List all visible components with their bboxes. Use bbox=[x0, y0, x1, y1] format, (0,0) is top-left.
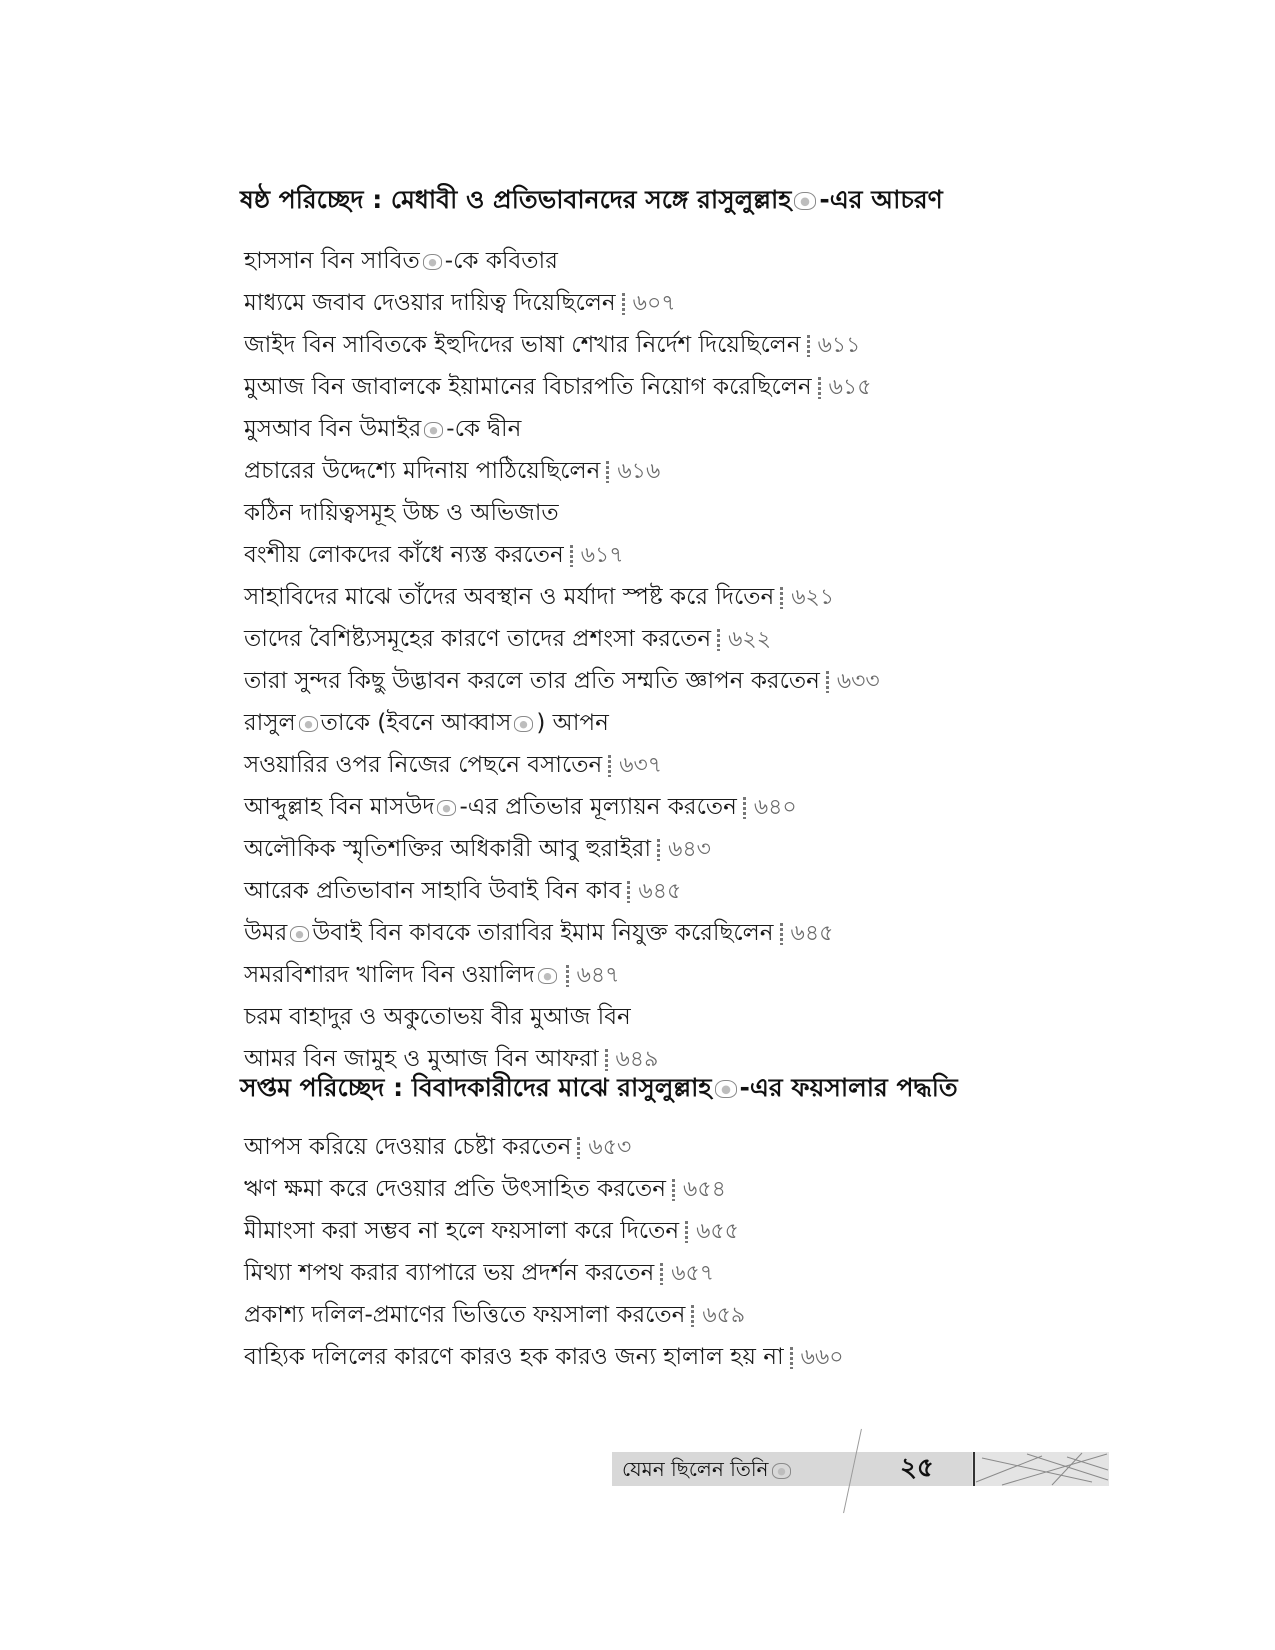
honorific-icon bbox=[715, 1080, 737, 1098]
page-ref: ৬৪৫ bbox=[790, 921, 834, 946]
page-ref: ৬৫৫ bbox=[696, 1219, 739, 1244]
toc-entry[interactable]: সাহাবিদের মাঝে তাঁদের অবস্থান ও মর্যাদা স্পষ্ট করে দিতেন ৬২১ bbox=[244, 584, 835, 610]
heading-text-suffix: -এর আচরণ bbox=[819, 185, 943, 214]
dotted-separator bbox=[660, 1263, 663, 1285]
toc-entry[interactable]: জাইদ বিন সাবিতকে ইহুদিদের ভাষা শেখার নির্দেশ দিয়েছিলেন ৬১১ bbox=[244, 332, 861, 358]
page-ref: ৬১৫ bbox=[828, 375, 872, 400]
page-ref: ৬৪৩ bbox=[668, 837, 711, 862]
toc-entry[interactable]: উমর উবাই বিন কাবকে তারাবির ইমাম নিযুক্ত করেছিলেন ৬৪৫ bbox=[244, 920, 834, 946]
toc-entry[interactable]: প্রকাশ্য দলিল-প্রমাণের ভিত্তিতে ফয়সালা করতেন ৬৫৯ bbox=[244, 1302, 746, 1328]
dotted-separator bbox=[657, 839, 660, 861]
page-ref: ৬৬০ bbox=[800, 1345, 844, 1370]
page-ref: ৬৪০ bbox=[753, 795, 797, 820]
toc-entry[interactable]: তাদের বৈশিষ্ট্যসমূহের কারণে তাদের প্রশংসা করতেন ৬২২ bbox=[244, 626, 772, 652]
toc-list-section-6 bbox=[244, 240, 1064, 1080]
toc-entry[interactable]: কঠিন দায়িত্বসমূহ উচ্চ ও অভিজাত bbox=[244, 500, 559, 526]
honorific-icon bbox=[794, 192, 816, 210]
page-ref: ৬০৭ bbox=[632, 291, 676, 316]
toc-entry[interactable]: সওয়ারির ওপর নিজের পেছনে বসাতেন ৬৩৭ bbox=[244, 752, 663, 778]
dotted-separator bbox=[608, 755, 611, 777]
toc-list-section-7 bbox=[244, 1126, 1064, 1378]
toc-entry[interactable]: মীমাংসা করা সম্ভব না হলে ফয়সালা করে দিতেন ৬৫৫ bbox=[244, 1218, 739, 1244]
honorific-icon bbox=[772, 1463, 791, 1479]
page-ref: ৬১১ bbox=[817, 333, 861, 358]
toc-entry[interactable]: অলৌকিক স্মৃতিশক্তির অধিকারী আবু হুরাইরা ৬৪৩ bbox=[244, 836, 711, 862]
dotted-separator bbox=[577, 1137, 580, 1159]
toc-entry[interactable]: বংশীয় লোকদের কাঁধে ন্যস্ত করতেন ৬১৭ bbox=[244, 542, 624, 568]
toc-entry[interactable]: আব্দুল্লাহ বিন মাসউদ -এর প্রতিভার মূল্যায়ন করতেন ৬৪০ bbox=[244, 794, 797, 820]
page-ref: ৬৩৭ bbox=[619, 753, 663, 778]
heading-text: সপ্তম পরিচ্ছেদ : বিবাদকারীদের মাঝে রাসুলুল্লাহ bbox=[240, 1073, 712, 1102]
section-heading-6 bbox=[240, 180, 943, 223]
toc-entry[interactable]: তারা সুন্দর কিছু উদ্ভাবন করলে তার প্রতি সম্মতি জ্ঞাপন করতেন ৬৩৩ bbox=[244, 668, 880, 694]
dotted-separator bbox=[685, 1221, 688, 1243]
dotted-separator bbox=[570, 545, 573, 567]
page-ref: ৬৩৩ bbox=[836, 669, 880, 694]
honorific-icon bbox=[299, 716, 318, 732]
page-ref: ৬৫৯ bbox=[702, 1303, 746, 1328]
page-ref: ৬৫৩ bbox=[588, 1135, 632, 1160]
heading-text-suffix: -এর ফয়সালার পদ্ধতি bbox=[739, 1073, 958, 1102]
dotted-separator bbox=[672, 1179, 675, 1201]
page-ref: ৬৪৯ bbox=[615, 1047, 659, 1072]
dotted-separator bbox=[606, 461, 609, 483]
toc-entry[interactable]: প্রচারের উদ্দেশ্যে মদিনায় পাঠিয়েছিলেন ৬১৬ bbox=[244, 458, 661, 484]
toc-entry[interactable]: আমর বিন জামুহ ও মুআজ বিন আফরা ৬৪৯ bbox=[244, 1046, 659, 1072]
dotted-separator bbox=[691, 1305, 694, 1327]
dotted-separator bbox=[743, 797, 746, 819]
page-ref: ৬৪৫ bbox=[638, 879, 682, 904]
dotted-separator bbox=[717, 629, 720, 651]
honorific-icon bbox=[538, 968, 557, 984]
honorific-icon bbox=[514, 716, 533, 732]
honorific-icon bbox=[424, 422, 443, 438]
toc-entry[interactable]: ঋণ ক্ষমা করে দেওয়ার প্রতি উৎসাহিত করতেন ৬৫৪ bbox=[244, 1176, 726, 1202]
page-ref: ৬৫৪ bbox=[683, 1177, 726, 1202]
toc-entry[interactable]: সমরবিশারদ খালিদ বিন ওয়ালিদ ৬৪৭ bbox=[244, 962, 620, 988]
toc-entry[interactable]: বাহ্যিক দলিলের কারণে কারও হক কারও জন্য হালাল হয় না ৬৬০ bbox=[244, 1344, 844, 1370]
dotted-separator bbox=[807, 335, 810, 357]
page-ref: ৬১৭ bbox=[580, 543, 624, 568]
dotted-separator bbox=[790, 1347, 793, 1369]
toc-entry[interactable]: হাসসান বিন সাবিত -কে কবিতার bbox=[244, 248, 558, 274]
section-heading-7 bbox=[240, 1068, 958, 1111]
honorific-icon bbox=[437, 800, 456, 816]
toc-entry[interactable]: চরম বাহাদুর ও অকুতোভয় বীর মুআজ বিন bbox=[244, 1004, 631, 1030]
footer-line-pattern bbox=[972, 1452, 1109, 1486]
toc-entry[interactable]: আরেক প্রতিভাবান সাহাবি উবাই বিন কাব ৬৪৫ bbox=[244, 878, 682, 904]
page-ref: ৬৪৭ bbox=[576, 963, 620, 988]
dotted-separator bbox=[627, 881, 630, 903]
dotted-separator bbox=[780, 587, 783, 609]
toc-entry[interactable]: মিথ্যা শপথ করার ব্যাপারে ভয় প্রদর্শন করতেন ৬৫৭ bbox=[244, 1260, 715, 1286]
page-ref: ৬২১ bbox=[791, 585, 835, 610]
toc-entry[interactable]: মাধ্যমে জবাব দেওয়ার দায়িত্ব দিয়েছিলেন ৬০৭ bbox=[244, 290, 676, 316]
running-footer-title: যেমন ছিলেন তিনি bbox=[622, 1452, 794, 1486]
honorific-icon bbox=[423, 254, 442, 270]
toc-entry[interactable]: মুসআব বিন উমাইর -কে দ্বীন bbox=[244, 416, 522, 442]
page-ref: ৬২২ bbox=[728, 627, 772, 652]
dotted-separator bbox=[826, 671, 829, 693]
dotted-separator bbox=[622, 293, 625, 315]
dotted-separator bbox=[566, 965, 569, 987]
heading-text: ষষ্ঠ পরিচ্ছেদ : মেধাবী ও প্রতিভাবানদের সঙ্গে রাসুলুল্লাহ bbox=[240, 185, 792, 214]
toc-entry[interactable]: রাসুল তাকে (ইবনে আব্বাস ) আপন bbox=[244, 710, 609, 736]
toc-entry[interactable]: মুআজ বিন জাবালকে ইয়ামানের বিচারপতি নিয়োগ করেছিলেন ৬১৫ bbox=[244, 374, 872, 400]
dotted-separator bbox=[818, 377, 821, 399]
honorific-icon bbox=[290, 926, 309, 942]
dotted-separator bbox=[780, 923, 783, 945]
toc-entry[interactable]: আপস করিয়ে দেওয়ার চেষ্টা করতেন ৬৫৩ bbox=[244, 1134, 632, 1160]
page-ref: ৬১৬ bbox=[617, 459, 661, 484]
page-number: ২৫ bbox=[900, 1453, 934, 1483]
page-ref: ৬৫৭ bbox=[671, 1261, 715, 1286]
